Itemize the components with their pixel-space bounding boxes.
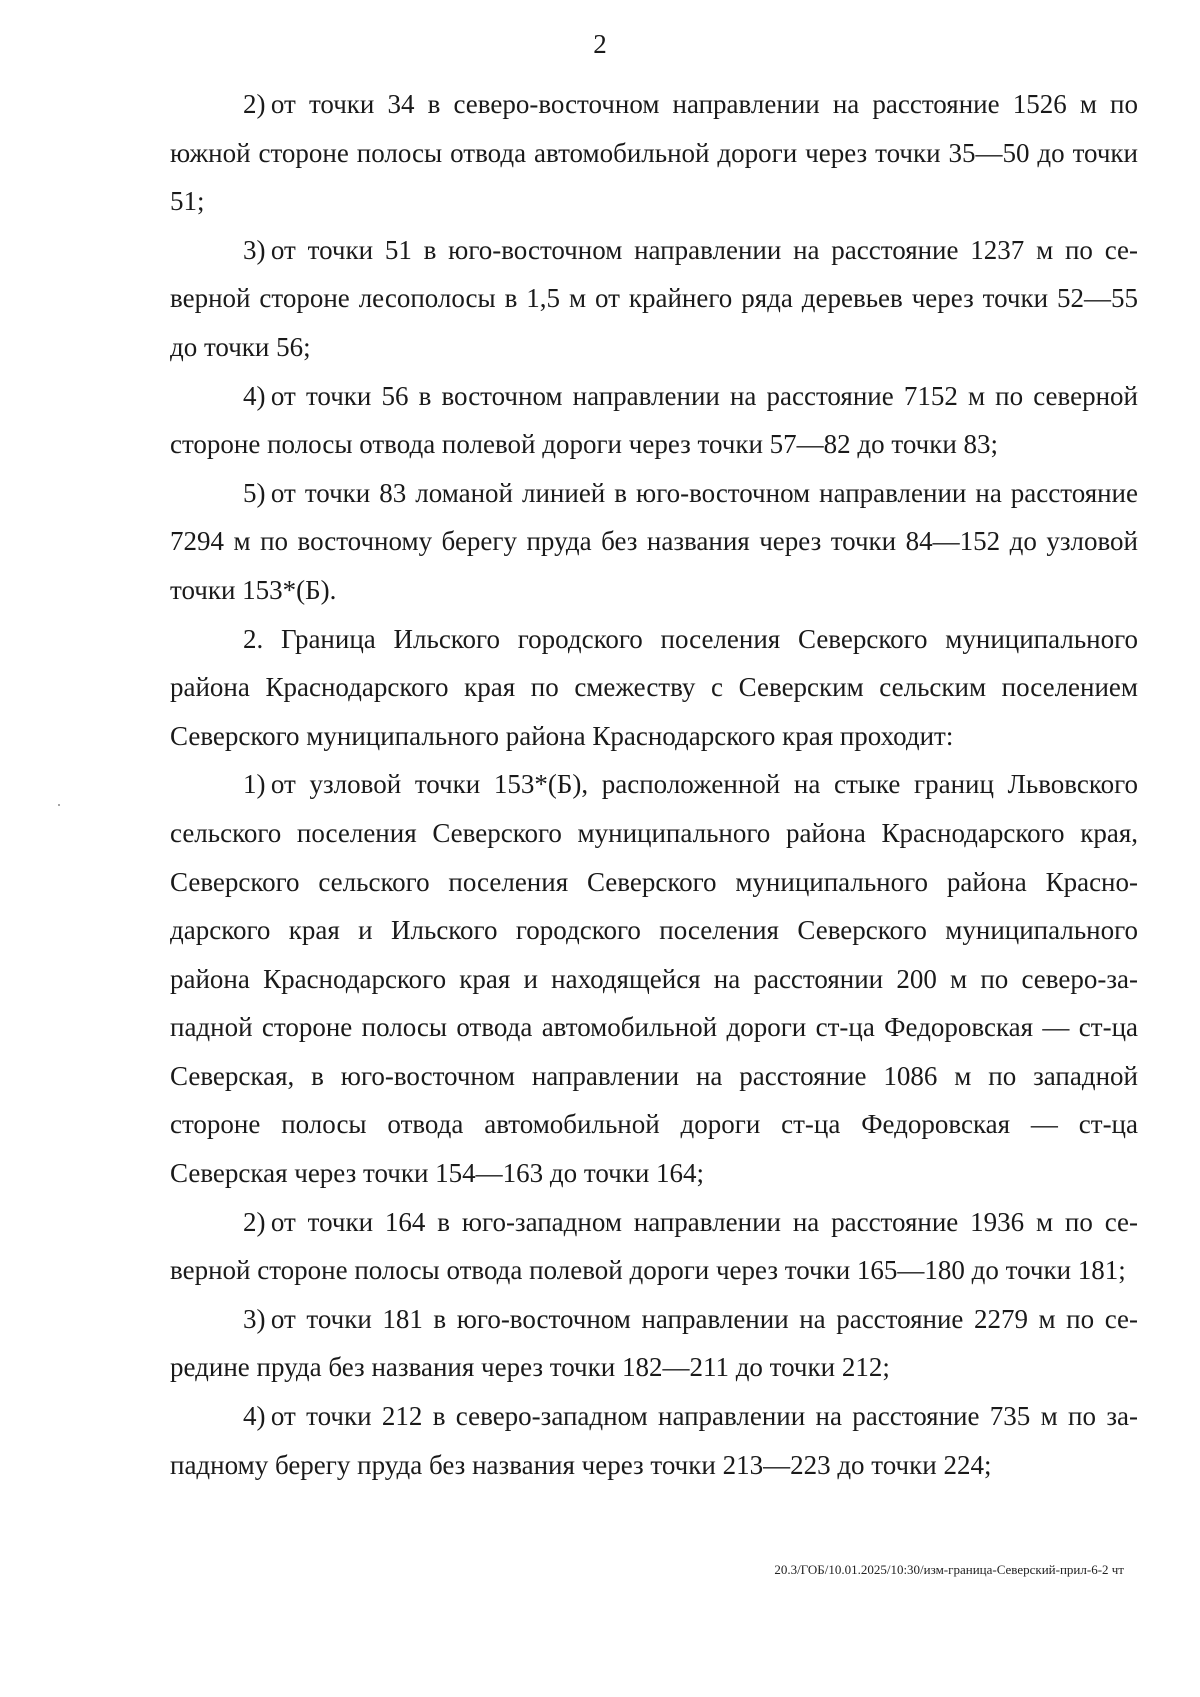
paragraph-section-2-intro: 2. Граница Ильского городского поселения Северского муниципального района Краснодарского края по смежеству с Северским сельским поселением Северского муниципального района Краснодарского края проходит:	[170, 623, 1138, 751]
paragraph-item-2-point-34: 2) от точки 34 в северо-восточном направлении на расстояние 1526 м по южной стороне полосы отвода автомобильной дороги через точки 35—50 до точки 51;	[170, 89, 1138, 217]
paragraph-item-5-point-83: 5) от точки 83 ломаной линией в юго-восточном направлении на расстояние 7294 м по восточному берегу пруда без названия через точки 84—152 до узловой точки 153*(Б).	[170, 477, 1138, 605]
scan-speck	[58, 804, 60, 806]
paragraph-item-1-point-153: 1) от узловой точки 153*(Б), расположенной на стыке границ Львовского сельского поселения Северского муниципального района Краснодарского края, Северского сельского поселения Северского муниципального района Краснодарского края и Ильского городского поселения Северского муниципального района Краснодарского края и находящейся на расстоянии 200 м по северо-западной стороне полосы отвода автомобильной дороги ст-ца Федоровская — ст-ца Северская, в юго-восточном направлении на расстояние 1086 м по западной стороне полосы отвода автомобильной дороги ст-ца Федоровская — ст-ца Северская через точки 154—163 до точки 164;	[170, 769, 1138, 1189]
paragraph-item-4-point-56: 4) от точки 56 в восточном направлении на расстояние 7152 м по северной стороне полосы отвода полевой дороги через точки 57—82 до точки 83;	[170, 380, 1138, 460]
paragraph-item-4-point-212: 4) от точки 212 в северо-западном направлении на расстояние 735 м по западному берегу пруда без названия через точки 213—223 до точки 224;	[170, 1401, 1138, 1480]
document-body	[170, 80, 1138, 1489]
paragraph-item-3-point-181: 3) от точки 181 в юго-восточном направлении на расстояние 2279 м по середине пруда без названия через точки 182—211 до точки 212;	[170, 1303, 1138, 1383]
page-number: 2	[593, 29, 607, 59]
paragraph-item-2-point-164: 2) от точки 164 в юго-западном направлении на расстояние 1936 м по северной стороне полосы отвода полевой дороги через точки 165—180 до точки 181;	[170, 1206, 1138, 1286]
paragraph-item-3-point-51: 3) от точки 51 в юго-восточном направлении на расстояние 1237 м по северной стороне лесополосы в 1,5 м от крайнего ряда деревьев через точки 52—55 до точки 56;	[170, 234, 1138, 362]
document-footer-code: 20.3/ГОБ/10.01.2025/10:30/изм-граница-Северский-прил-6-2 чт	[774, 1562, 1124, 1577]
